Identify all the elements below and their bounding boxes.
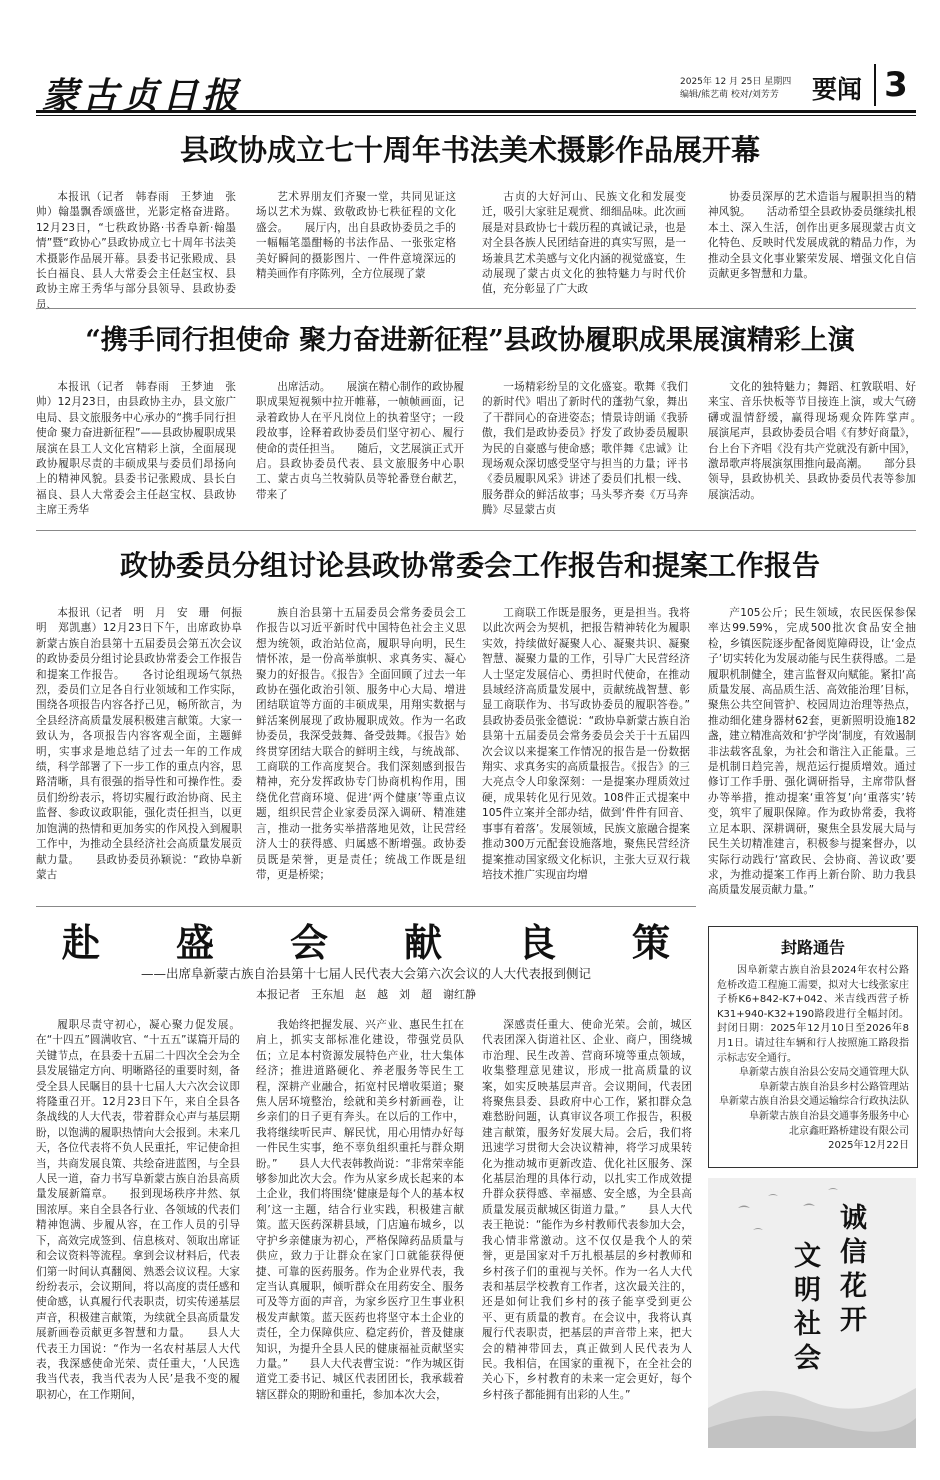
notice-text: 因阜新蒙古族自治县2024年农村公路危桥改造工程施工需要，拟对大七线张家庄子桥K6+842-K7+042、米吉线西营子桥K31+940-K32+190路段进行全幅封闭。封闭日期：2025年12月10日至2026年8月1日。请过往车辆和行人按照施工路段指示标志安全通行。 [717,965,909,1064]
masthead-meta [680,76,791,102]
article3-col4-text: 产105公斤；民生领域，农民医保参保率达99.59%，完成500批次食品安全抽检，乡镇医院逐步配备阅览障碍设，让‘金点子’切实转化为发展动能与民生获得感。二是履职机制健全，建言监督双向赋能。紧扣‘高质量发展、高品质生活、高效能治理’目标，聚焦公共空间管护、校园周边治理等热点，推动细化建身器材62套，更新照明设施182盏，建立精准高效和‘护学岗’制度，有效遏制非法载客乱象，为社会和谐注入正能量。三是机制日趋完善，规范运行提质增效。通过修订工作手册、强化调研指导，主席带队督办等举措，推动提案‘重答复’向‘重落实’转变，筑牢了履职保障。作为政协常委，我将立足本职、深耕调研，聚焦全县发展大局与民生关切精准建言，积极参与提案督办，以实际行动践行‘富政民、会协商、善议政’要求，为推动提案工作再上新台阶、助力我县高质量发展贡献力量。” [708,607,917,897]
article3-col1 [36,606,242,883]
article3-col2-text: 族自治县第十五届委员会常务委员会工作报告以习近平新时代中国特色社会主义思想为统领，政治站位高，履职导向明，民生情怀浓，是一份高举旗帜、求真务实、凝心聚力的好报告。《报告》全面回顾了过去一年政协在强化政治引领、服务中心大局、增进团结联谊等方面的丰硕成果，用翔实数据与鲜活案例展现了政协履职成效。作为一名政协委员，我深受鼓舞、备受鼓舞。《报告》始终贯穿团结大联合的鲜明主线，与统战部、工商联的工作高度契合。我们深刻感到报告精神，充分发挥政协专门协商机构作用，围绕优化营商环境、促进‘两个健康’等重点议题，组织民营企业家委员深入调研、精准建言，推动一批务实举措落地见效，让民营经济人士的获得感、归属感不断增强。政协委员既是荣誉，更是责任；统战工作既是纽带，更是桥梁； [256,607,466,881]
article1-col1-text: 本报讯（记者 韩春雨 王梦迪 张 帅）翰墨飘香颂盛世，光影定格奋进路。12月23日，“七秩政协路·书香阜新·翰墨情”暨“政协心”县政协成立七十周年书法美术摄影作品展开幕。县委书记张殿成、县长白福良、县人大常委会主任赵宝权、县政协主席王秀华与部分县领导、县政协委员、 [36,191,247,311]
article2-col1 [36,380,247,519]
divider [36,530,916,531]
article1-col4 [708,190,916,282]
article4-col1-text: 履职尽责守初心，凝心聚力促发展。在“十四五”圆满收官、“十五五”谋篇开局的关键节点，在县委十五届二十四次全会为全县发展锚定方向、明晰路径的重要时刻，备受全县人民瞩目的县十七届人大六次会议即将隆重召开。12月23日下午，来自全县各条战线的人大代表，带着群众心声与基层期盼，以饱满的履职热情向大会报到。未来几天，各位代表将不负人民重托，牢记使命担当，共商发展良策、共绘奋进蓝图，与全县人民一道，奋力书写阜新蒙古族自治县高质量发展新篇章。 报到现场秩序井然、氛围浓厚。来自全县各行业、各领域的代表们精神饱满、步履从容，在工作人员的引导下，高效完成签到、信息核对、领取出席证和会议资料等流程。拿到会议材料后，代表们第一时间认真翻阅、熟悉会议议程。大家纷纷表示，会议期间，将以高度的责任感和使命感，认真履行代表职责，切实传递基层声音，积极建言献策，为续就全县高质量发展新画卷贡献更多智慧和力量。 县人大代表王力国说：“作为一名农村基层人大代表，我深感使命光荣、责任重大，‘人民选我当代表，我当代表为人民’是我不变的履职初心，在工作期间， [36,1019,240,1401]
notice-org: 阜新蒙古族自治县交通事务服务中心 [749,1110,909,1122]
article1-col3-text: 古贞的大好河山、民族文化和发展变迁，吸引大家驻足观赏、细细品味。此次画展是对县政协七十载历程的真诚记录，也是对全县各族人民团结奋进的真实写照，是一场兼具艺术美感与文化内涵的视觉盛宴，生动展现了蒙古贞文化的独特魅力与时代价值，充分彰显了广大政 [482,191,686,296]
article1-col4-text: 协委员深厚的艺术造诣与履职担当的精神风貌。 活动希望全县政协委员继续扎根本土、深入生活，创作出更多展现蒙古贞文化特色、反映时代发展成就的精品力作，为推动全县文化事业繁荣发展、增强文化自信贡献更多智慧和力量。 [708,191,916,281]
issue-date: 2025年 12 月 25日 星期四 [680,77,792,87]
article2-col1-text: 本报讯（记者 韩春雨 王梦迪 张 帅）12月23日，由县政协主办，县文旅广电局、县文旅服务中心承办的“携手同行担使命 聚力奋进新征程”——县政协履职成果展演在县工人文化宫精彩上演，全面展现政协履职尽责的丰硕成果与委员们昂扬向上的精神风貌。县委书记张殿成、县长白福良、县人大常委会主任赵宝权、县政协主席王秀华 [36,381,247,517]
article2-col4 [708,380,938,503]
header-rule [36,110,916,113]
divider [36,906,696,907]
article1-col1 [36,190,247,313]
public-service-ad [708,1178,916,1448]
notice-org: 阜新蒙古族自治县交通运输综合行政执法队 [719,1096,909,1108]
article4-col1 [36,1018,240,1403]
page-number-box [874,64,916,106]
page-number: 3 [884,65,908,105]
article1-col2 [256,190,456,282]
article3-col2 [256,606,466,883]
article4-byline: 本报记者 王东旭 赵 越 刘 超 谢红静 [256,988,476,1001]
ad-slogan-right: 诚信花开 [840,1203,867,1336]
article2-col2 [256,380,464,503]
article3-col4 [708,606,916,899]
notice-org: 北京鑫旺路桥建设有限公司 [789,1125,909,1137]
notice-date: 2025年12月22日 [828,1140,909,1152]
article4-title: 赴 盛 会 献 良 策 [61,920,670,965]
article4-col2-text: 我始终把握发展、兴产业、惠民生扛在肩上，抓实支部标准化建设，带强党员队伍；立足本村资源发展特色产业，壮大集体经济；推进道路硬化、养老服务等民生工程，深耕产业融合，拓宽村民增收渠道；聚焦人居环境整治，绘就和美乡村新画卷，让乡亲们的日子更有奔头。在以后的工作中，我将继续听民声、解民忧，用心用情办好每一件民生实事，绝不辜负组织重托与群众期盼。” 县人大代表韩教尚说：“非常荣幸能够参加此次大会。作为从家乡成长起来的本土企业，我们将围绕‘健康是每个人的基本权利’这一主题，结合行业实践，积极建言献策。蓝天医药深耕县域，门店遍布城乡，以守护乡亲健康为初心，严格保障药品质量与供应，致力于让群众在家门口就能获得便捷、可靠的医药服务。作为企业界代表，我定当认真履职，倾听群众在用药安全、服务可及等方面的声音，为家乡医疗卫生事业积极发声献策。蓝天医药也将坚守本土企业的责任，全力保障供应、稳定药价，普及健康知识，为提升全县人民的健康福祉贡献坚实力量。” 县人大代表曹宝说：“作为城区街道党工委书记、城区代表团团长，我承载着辖区群众的期盼和重托，参加本次大会， [256,1019,464,1401]
notice-org: 阜新蒙古族自治县公安局交通管理大队 [739,1067,909,1079]
masthead-logo: 蒙古贞日报 [42,75,243,117]
article3-col1-text: 本报讯（记者 明 月 安 珊 何振明 郑凯惠）12月23日下午，出席政协阜新蒙古族自治县第十五届委员会第五次会议的政协委员分组讨论县政协常委会工作报告和提案工作报告。 各讨论组现场气氛热烈，委员们立足各自行业领域和工作实际，围绕各项报告内容各抒己见，畅所欲言，为全县经济高质量发展积极建言献策。大家一致认为，各项报告内容客观全面，主题鲜明，实事求是地总结了过去一年的工作成绩，科学部署了下一步工作的重点内容，思路清晰，具有很强的指导性和可操作性。委员们纷纷表示，将切实履行政治协商、民主监督、参政议政职能，强化责任担当，以更加饱满的热情和更加务实的作风投入到履职工作中，为推动全县经济社会高质量发展贡献力量。 县政协委员孙颖说：“政协阜新蒙古 [36,607,242,881]
article2-col3-text: 一场精彩纷呈的文化盛宴。歌舞《我们的新时代》唱出了新时代的蓬勃气象，舞出了干群同心的奋进姿态；情景诗朗诵《我骄傲，我们是政协委员》抒发了政协委员履职为民的自豪感与使命感；歌伴舞《忠诚》让现场观众深切感受坚守与担当的力量；评书《委员履职风采》讲述了委员们扎根一线、服务群众的鲜活故事；马头琴齐奏《万马奔腾》尽显蒙古贞 [482,381,688,517]
divider [36,308,916,309]
article2-col4-text: 文化的独特魅力；舞蹈、杠敦联唱、好来宝、音乐快板等节目接连上演，或大气磅礴或温情舒缓，赢得现场观众阵阵掌声。 展演尾声，县政协委员合唱《有梦好商量》，台上台下齐唱《没有共产党就没有新中国》，激昂歌声将展演氛围推向最高潮。 部分县领导，县政协机关、县政协委员代表等参加展演活动。 [708,381,938,501]
ad-slogan-left: 文明社会 [794,1241,821,1374]
notice-org: 阜新蒙古族自治县乡村公路管理站 [759,1081,909,1093]
article2-col2-text: 出席活动。 展演在精心制作的政协履职成果短视频中拉开帷幕，一帧帧画面，记录着政协人在平凡岗位上的执着坚守；一段段故事，诠释着政协委员们坚守初心、履行使命的责任担当。 随后，文艺展演正式开启。县政协委员代表、县文旅服务中心职工、蒙古贞乌兰牧骑队员等轮番登台献艺，带来了 [256,381,464,501]
article1-title: 县政协成立七十周年书法美术摄影作品展开幕 [179,133,760,167]
section-label: 要闻 [812,75,863,104]
article4-col3-text: 深感责任重大、使命光荣。会前，城区代表团深入街道社区、企业、商户，围绕城市治理、民生改善、营商环境等重点领域，收集整理意见建议，形成一批高质量的议案，如实反映基层声音。会议期间，代表团将聚焦县委、县政府中心工作，紧扣群众急难愁盼问题，认真审议各项工作报告，积极建言献策，服务好发展大局。会后，我们将迅速学习贯彻大会决议精神，将学习成果转化为推动城市更新改造、优化社区服务、深化基层治理的具体行动，以扎实工作成效提升群众获得感、幸福感、安全感，为全县高质量发展贡献城区街道力量。” 县人大代表王艳说：“能作为乡村教师代表参加大会，我心情非常激动。这不仅仅是我个人的荣誉，更是国家对千万扎根基层的乡村教师和乡村孩子们的重视与关怀。作为一名人大代表和基层学校教育工作者，这次最关注的，还是如何让我们乡村的孩子能享受到更公平、更有质量的教育。在会议中，我将认真履行代表职责，把基层的声音带上来，把大会的精神带回去，真正做到人民代表为人民。我相信，在国家的重视下，在全社会的关心下，乡村教育的未来一定会更好，每个乡村孩子都能拥有出彩的人生。” [482,1019,692,1401]
road-closure-notice [708,926,918,1168]
article2-col3 [482,380,688,519]
editor-line: 编辑/熊艺萌 校对/刘芳芳 [680,90,779,100]
article3-col3-text: 工商联工作既是服务，更是担当。我将以此次两会为契机，把报告精神转化为履职实效，持续做好凝聚人心、凝聚共识、凝聚智慧、凝聚力量的工作，引导广大民营经济人士坚定发展信心、勇担时代使命，在推动县域经济高质量发展中，贡献统战智慧、彰显工商联作为、书写政协委员的履职答卷。” 县政协委员张金德说：“政协阜新蒙古族自治县第十五届委员会常务委员会关于十五届四次会议以来提案工作情况的报告是一份数据翔实、求真务实的高质量报告。《报告》的三大亮点令人印象深刻：一是提案办理质效过硬，成果转化见行见效。108件正式提案中105件立案并全部办结，做到‘件件有回音、事事有着落’。发展领域，民族文旅融合提案推动300万元配套设施落地，聚焦民营经济提案推动国家级文化标识，主张大豆双行栽培技术推广实现亩均增 [482,607,712,881]
article1-col2-text: 艺术界朋友们齐聚一堂，共同见证这场以艺术为媒、致敬政协七秩征程的文化盛会。 展厅内，出自县政协委员之手的一幅幅笔墨酣畅的书法作品、一张张定格美好瞬间的摄影图片、一件件意境深远的精美画作有序陈列，全方位展现了蒙 [256,191,456,281]
article1-col3 [482,190,686,298]
article4-col3 [482,1018,692,1403]
article3-col3 [482,606,712,883]
article2-title: “携手同行担使命 聚力奋进新征程”县政协履职成果展演精彩上演 [85,325,855,356]
notice-body [709,964,917,1154]
article4-col2 [256,1018,464,1403]
article4-subtitle: ——出席阜新蒙古族自治县第十七届人民代表大会第六次会议的人大代表报到侧记 [140,966,591,981]
header-rule-thin [36,115,916,116]
notice-title: 封路通告 [780,938,845,957]
article3-title: 政协委员分组讨论县政协常委会工作报告和提案工作报告 [119,549,820,582]
